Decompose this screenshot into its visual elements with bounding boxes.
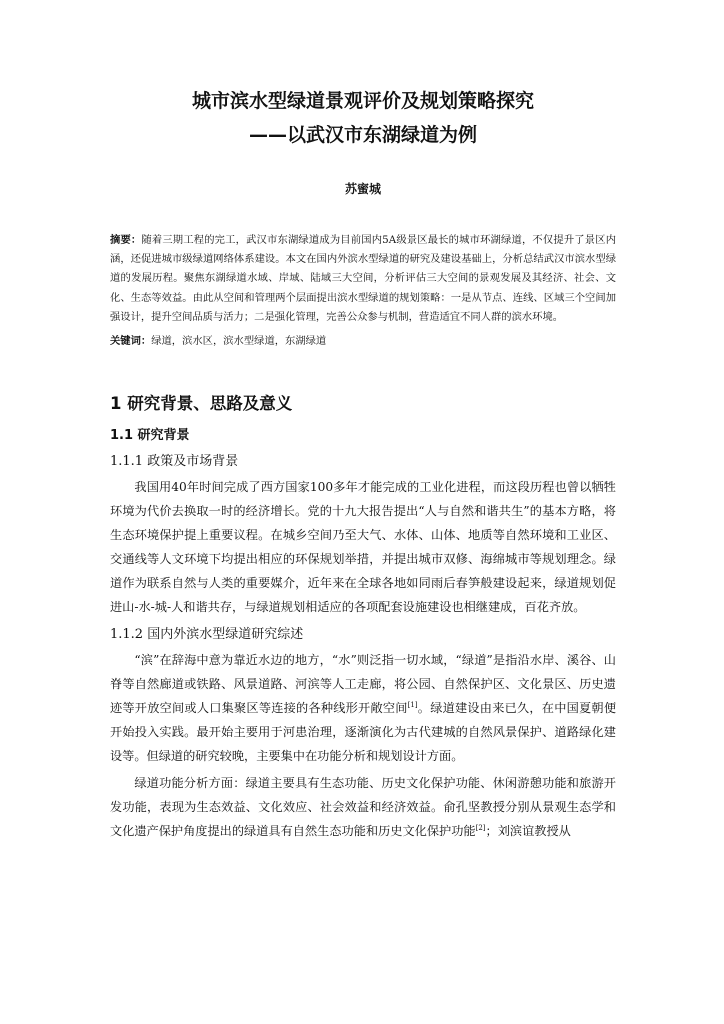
paragraph-text: 绿道功能分析方面：绿道主要具有生态功能、历史文化保护功能、休闲游憩功能和旅游开发功能，表现为生态效益、文化效应、社会效益和经济效益。俞孔坚教授分别从景观生态学和文化遗产保护角度提出的绿道具有自然生态功能和历史文化保护功能: [110, 776, 616, 839]
section-1-1-2-paragraph-2: [110, 771, 616, 843]
keywords-label: 关键词：: [110, 335, 152, 348]
abstract-text: 随着三期工程的完工，武汉市东湖绿道成为目前国内5A级景区最长的城市环湖绿道，不仅提升了景区内涵，还促进城市级绿道网络体系建设。本文在国内外滨水型绿道的研究及建设基础上，分析总结武汉市滨水型绿道的发展历程。聚焦东湖绿道水域、岸域、陆域三大空间，分析评估三大空间的景观发展及其经济、社会、文化、生态等效益。由此从空间和管理两个层面提出滨水型绿道的规划策略：一是从节点、连线、区域三个空间加强设计，提升空间品质与活力；二是强化管理，完善公众参与机制，营造适宜不同人群的滨水环境。: [110, 234, 616, 323]
paper-subtitle: ——以武汉市东湖绿道为例: [248, 124, 477, 146]
section-1-1-1-heading: 1.1.1 政策及市场背景: [110, 454, 239, 470]
section-1-heading: 1 研究背景、思路及意义: [110, 394, 293, 414]
paragraph-text: ；刘滨谊教授从: [485, 824, 571, 839]
citation-ref[interactable]: [2]: [475, 823, 486, 832]
section-1-1-heading: 1.1 研究背景: [110, 428, 190, 444]
paragraph-text: “滨”在辞海中意为靠近水边的地方，“水”则泛指一切水域，“绿道”是指沿水岸、溪谷、山脊等自然廊道或铁路、风景道路、河滨等人工走廊，将公园、自然保护区、文化景区、历史遗迹等开放空间或人口集聚区等连接的各种线形开敞空间: [110, 653, 616, 716]
paragraph-text: 。绿道建设由来已久，在中国夏朝便开始投入实践。最开始主要用于河患治理，逐渐演化为古代建城的自然风景保护、道路绿化建设等。但绿道的研究较晚，主要集中在功能分析和规划设计方面。: [110, 701, 617, 764]
section-1-1-1-paragraph: 我国用40年时间完成了西方国家100多年才能完成的工业化进程，而这段历程也曾以牺牲环境为代价去换取一时的经济增长。党的十九大报告提出“人与自然和谐共生”的基本方略，将生态环境保护提上重要议程。在城乡空间乃至大气、水体、山体、地质等自然环境和工业区、交通线等人文环境下均提出相应的环保规划举措，并提出城市双修、海绵城市等规划理念。绿道作为联系自然与人类的重要媒介，近年来在全球各地如同雨后春笋般建设起来，绿道规划促进山-水-城-人和谐共存，与绿道规划相适应的各项配套设施建设也相继建成，百花齐放。: [110, 480, 616, 615]
abstract-label: 摘要：: [110, 234, 142, 246]
section-1-1-2-heading: 1.1.2 国内外滨水型绿道研究综述: [110, 627, 304, 643]
citation-ref[interactable]: [1]: [407, 700, 418, 709]
keywords-text: 绿道，滨水区，滨水型绿道，东湖绿道: [151, 335, 327, 348]
author-name: 苏蜜城: [344, 182, 381, 196]
keywords: [110, 333, 616, 350]
paper-title: 城市滨水型绿道景观评价及规划策略探究: [191, 90, 534, 112]
section-1-1-2-paragraph-1: [110, 648, 616, 768]
abstract: [110, 231, 616, 327]
paper-page: [110, 88, 616, 843]
